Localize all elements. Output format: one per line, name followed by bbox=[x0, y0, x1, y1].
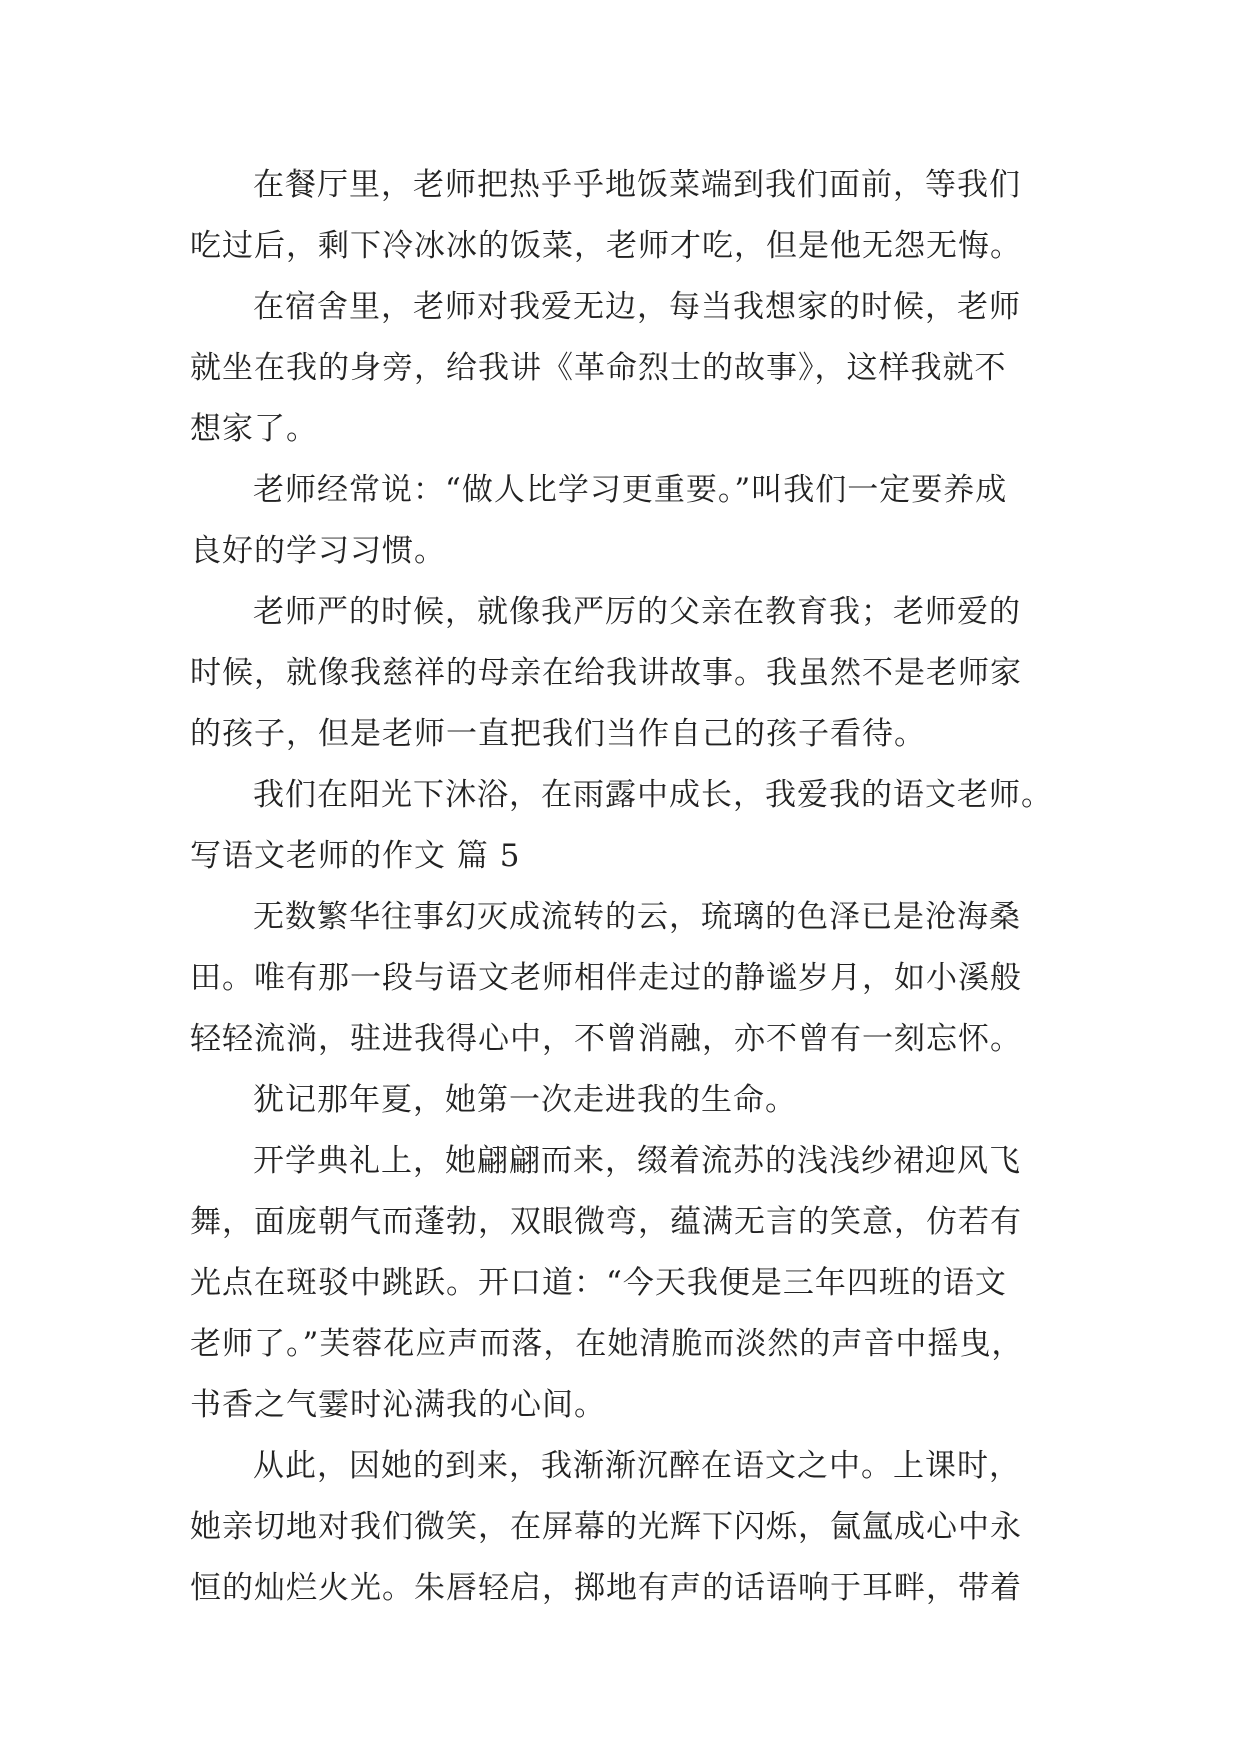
paragraph-line: 在餐厅里，老师把热乎乎地饭菜端到我们面前，等我们 bbox=[253, 167, 1021, 203]
section-heading: 写语文老师的作文 篇 5 bbox=[190, 838, 521, 874]
paragraph-line: 她亲切地对我们微笑，在屏幕的光辉下闪烁，氤氲成心中永 bbox=[190, 1509, 1022, 1545]
paragraph-line: 就坐在我的身旁，给我讲《革命烈士的故事》，这样我就不 bbox=[190, 350, 1007, 386]
paragraph-line: 田。唯有那一段与语文老师相伴走过的静谧岁月，如小溪般 bbox=[190, 960, 1022, 996]
paragraph-line: 从此，因她的到来，我渐渐沉醉在语文之中。上课时， bbox=[253, 1448, 1021, 1484]
paragraph-line: 老师经常说：“做人比学习更重要。”叫我们一定要养成 bbox=[253, 472, 1008, 508]
paragraph-line: 轻轻流淌，驻进我得心中，不曾消融，亦不曾有一刻忘怀。 bbox=[190, 1021, 1022, 1057]
paragraph-line: 恒的灿烂火光。朱唇轻启，掷地有声的话语响于耳畔，带着 bbox=[190, 1570, 1022, 1606]
paragraph-line: 光点在斑驳中跳跃。开口道：“今天我便是三年四班的语文 bbox=[190, 1265, 1007, 1301]
paragraph-line: 犹记那年夏，她第一次走进我的生命。 bbox=[253, 1082, 797, 1118]
paragraph-line: 想家了。 bbox=[190, 411, 318, 447]
paragraph-line: 老师了。”芙蓉花应声而落，在她清脆而淡然的声音中摇曳， bbox=[190, 1326, 1024, 1362]
paragraph-line: 吃过后，剩下冷冰冰的饭菜，老师才吃，但是他无怨无悔。 bbox=[190, 228, 1022, 264]
paragraph-line: 良好的学习习惯。 bbox=[190, 533, 446, 569]
document-body bbox=[190, 155, 1070, 1619]
paragraph-line: 时候，就像我慈祥的母亲在给我讲故事。我虽然不是老师家 bbox=[190, 655, 1022, 691]
paragraph-line: 我们在阳光下沐浴，在雨露中成长，我爱我的语文老师。 bbox=[253, 777, 1053, 813]
paragraph-line: 在宿舍里，老师对我爱无边，每当我想家的时候，老师 bbox=[253, 289, 1021, 325]
paragraph-line: 老师严的时候，就像我严厉的父亲在教育我；老师爱的 bbox=[253, 594, 1021, 630]
paragraph-line: 书香之气霎时沁满我的心间。 bbox=[190, 1387, 606, 1423]
paragraph-line: 的孩子，但是老师一直把我们当作自己的孩子看待。 bbox=[190, 716, 926, 752]
paragraph-line: 开学典礼上，她翩翩而来，缀着流苏的浅浅纱裙迎风飞 bbox=[253, 1143, 1021, 1179]
paragraph-line: 舞，面庞朝气而蓬勃，双眼微弯，蕴满无言的笑意，仿若有 bbox=[190, 1204, 1022, 1240]
paragraph-line: 无数繁华往事幻灭成流转的云，琉璃的色泽已是沧海桑 bbox=[253, 899, 1021, 935]
